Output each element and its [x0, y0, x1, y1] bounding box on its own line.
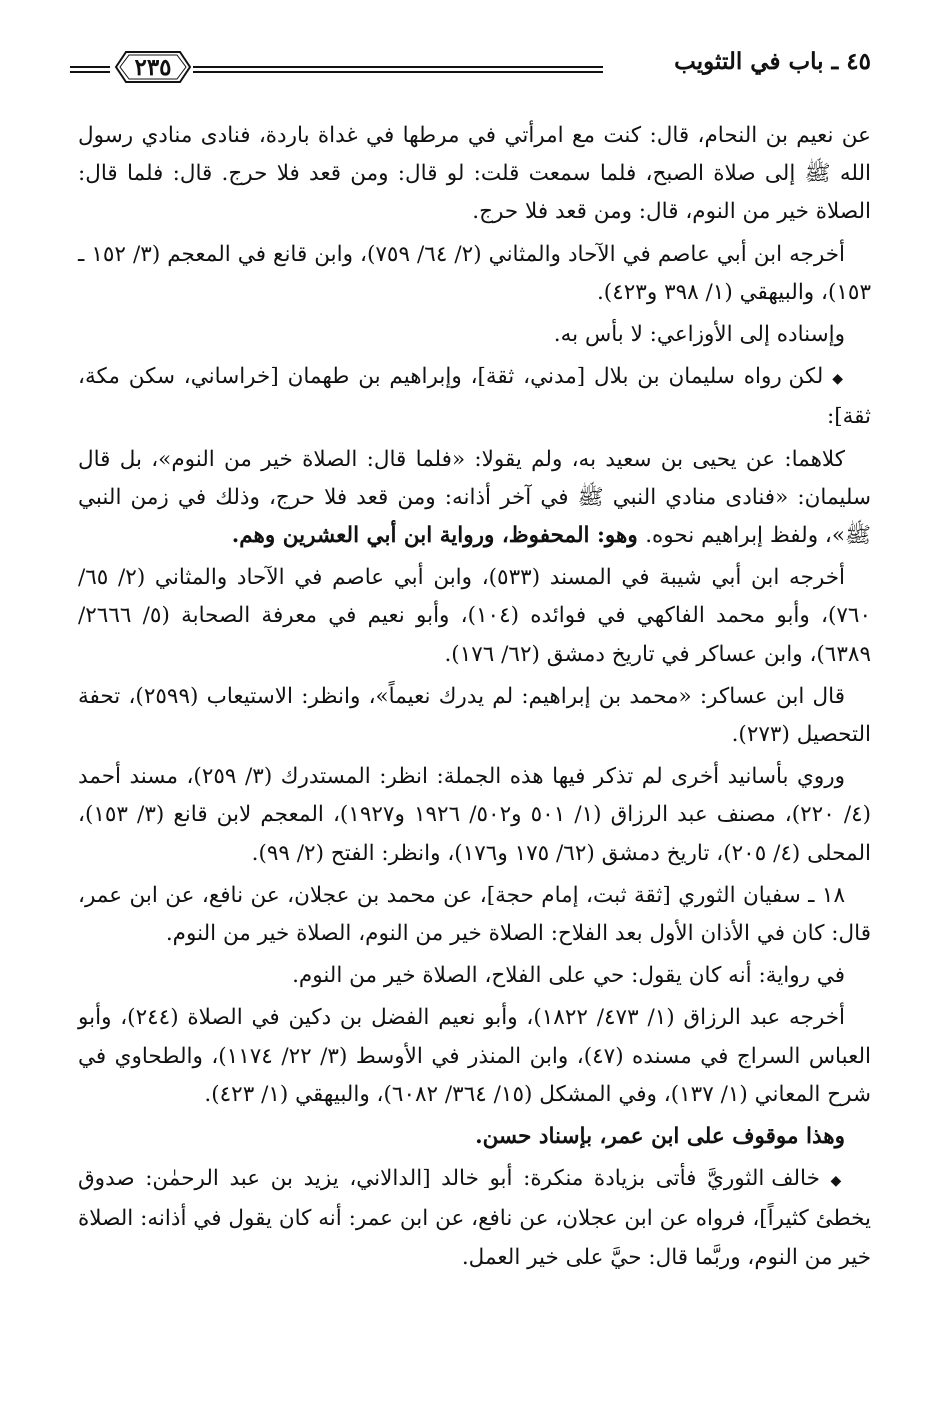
bullet-marker-icon: ◆ [830, 1173, 845, 1190]
paragraph [78, 877, 871, 953]
page-body [78, 117, 871, 1281]
paragraph [78, 1160, 871, 1277]
paragraph-text: قال ابن عساكر: «محمد بن إبراهيم: لم يدرك نعيماً»، وانظر: الاستيعاب (٢٥٩٩)، تحفة التحصيل (٢٧٣). [78, 683, 871, 748]
paragraph [78, 236, 871, 312]
paragraph-text: وإسناده إلى الأوزاعي: لا بأس به. [553, 322, 845, 348]
page-header [70, 40, 871, 100]
header-rule-left [70, 66, 110, 73]
page-number-frame [110, 48, 196, 86]
paragraph-text: وهذا موقوف على ابن عمر، بإسناد حسن. [475, 1124, 845, 1150]
paragraph-text: أخرجه عبد الرزاق (١/ ٤٧٣/ ١٨٢٢)، وأبو نعيم الفضل بن دكين في الصلاة (٢٤٤)، وأبو العباس السراج في مسنده (٤٧)، وابن المنذر في الأوسط (٣/ ٢٢/ ١١٧٤)، والطحاوي في شرح المعاني (١/ ١٣٧)، وفي المشكل (١٥/ ٣٦٤/ ٦٠٨٢)، والبيهقي (١/ ٤٢٣). [78, 1005, 871, 1107]
paragraph-text: لكن رواه سليمان بن بلال [مدني، ثقة]، وإبراهيم بن طهمان [خراساني، سكن مكة، ثقة]: [78, 364, 871, 430]
paragraph-text: أخرجه ابن أبي شيبة في المسند (٥٣٣)، وابن أبي عاصم في الآحاد والمثاني (٢/ ٦٥/ ٧٦٠)، وأبو محمد الفاكهي في فوائده (١٠٤)، وأبو نعيم في معرفة الصحابة (٥/ ٢٦٦٦/ ٦٣٨٩)، وابن عساكر في تاريخ دمشق (٦٢/ ١٧٦). [78, 565, 871, 667]
paragraph-text: أخرجه ابن أبي عاصم في الآحاد والمثاني (٢/ ٦٤/ ٧٥٩)، وابن قانع في المعجم (٣/ ١٥٢ ـ ١٥٣)، والبيهقي (١/ ٣٩٨ و٤٢٣). [78, 241, 871, 305]
paragraph-bold-text: وهو: المحفوظ، ورواية ابن أبي العشرين وهم. [231, 523, 646, 549]
paragraph-text: خالف الثوريَّ فأتى بزيادة منكرة: أبو خالد [الدالاني، يزيد بن عبد الرحمٰن: صدوق يخطئ كثيراً]، فرواه عن ابن عجلان، عن نافع، عن ابن عمر: أنه كان يقول في أذانه: الصلاة خير من النوم، وربَّما قال: حيَّ على خير العمل. [78, 1166, 871, 1270]
paragraph-text: عن نعيم بن النحام، قال: كنت مع امرأتي في مرطها في غداة باردة، فنادى منادي رسول الله ﷺ إلى صلاة الصبح، فلما سمعت قلت: لو قال: ومن قعد فلا حرج. قال: فلما قال: الصلاة خير من النوم، قال: ومن قعد فلا حرج. [78, 123, 871, 225]
chapter-title: ٤٥ ـ باب في التثويب [674, 48, 871, 75]
page-number: ٢٣٥ [134, 53, 172, 81]
paragraph [78, 559, 871, 674]
paragraph [78, 758, 871, 873]
paragraph-text: كلاهما: عن يحيى بن سعيد به، ولم يقولا: «فلما قال: الصلاة خير من النوم»، بل قال سليمان: «فنادى منادي النبي ﷺ في آخر أذانه: ومن قعد فلا حرج، وذلك في زمن النبي ﷺ»، ولفظ إبراهيم نحوه. [78, 446, 871, 549]
bullet-marker-icon: ◆ [832, 371, 845, 388]
paragraph [78, 316, 871, 354]
paragraph [78, 441, 871, 556]
paragraph-text: ١٨ ـ سفيان الثوري [ثقة ثبت، إمام حجة]، عن محمد بن عجلان، عن نافع، عن ابن عمر، قال: كان في الأذان الأول بعد الفلاح: الصلاة خير من النوم، الصلاة خير من النوم. [78, 882, 871, 947]
paragraph [78, 957, 871, 995]
paragraph [78, 1118, 871, 1156]
paragraph [78, 117, 871, 232]
paragraph [78, 678, 871, 754]
paragraph-text: في رواية: أنه كان يقول: حي على الفلاح، الصلاة خير من النوم. [292, 963, 845, 989]
paragraph [78, 358, 871, 436]
paragraph [78, 999, 871, 1114]
header-rule [193, 66, 603, 73]
paragraph-text: وروي بأسانيد أخرى لم تذكر فيها هذه الجملة: انظر: المستدرك (٣/ ٢٥٩)، مسند أحمد (٤/ ٢٢٠)، مصنف عبد الرزاق (١/ ٥٠١ و٥٠٢/ ١٩٢٦ و١٩٢٧)، المعجم لابن قانع (٣/ ١٥٣)، المحلى (٤/ ٢٠٥)، تاريخ دمشق (٦٢/ ١٧٥ و١٧٦)، وانظر: الفتح (٢/ ٩٩). [78, 764, 872, 866]
